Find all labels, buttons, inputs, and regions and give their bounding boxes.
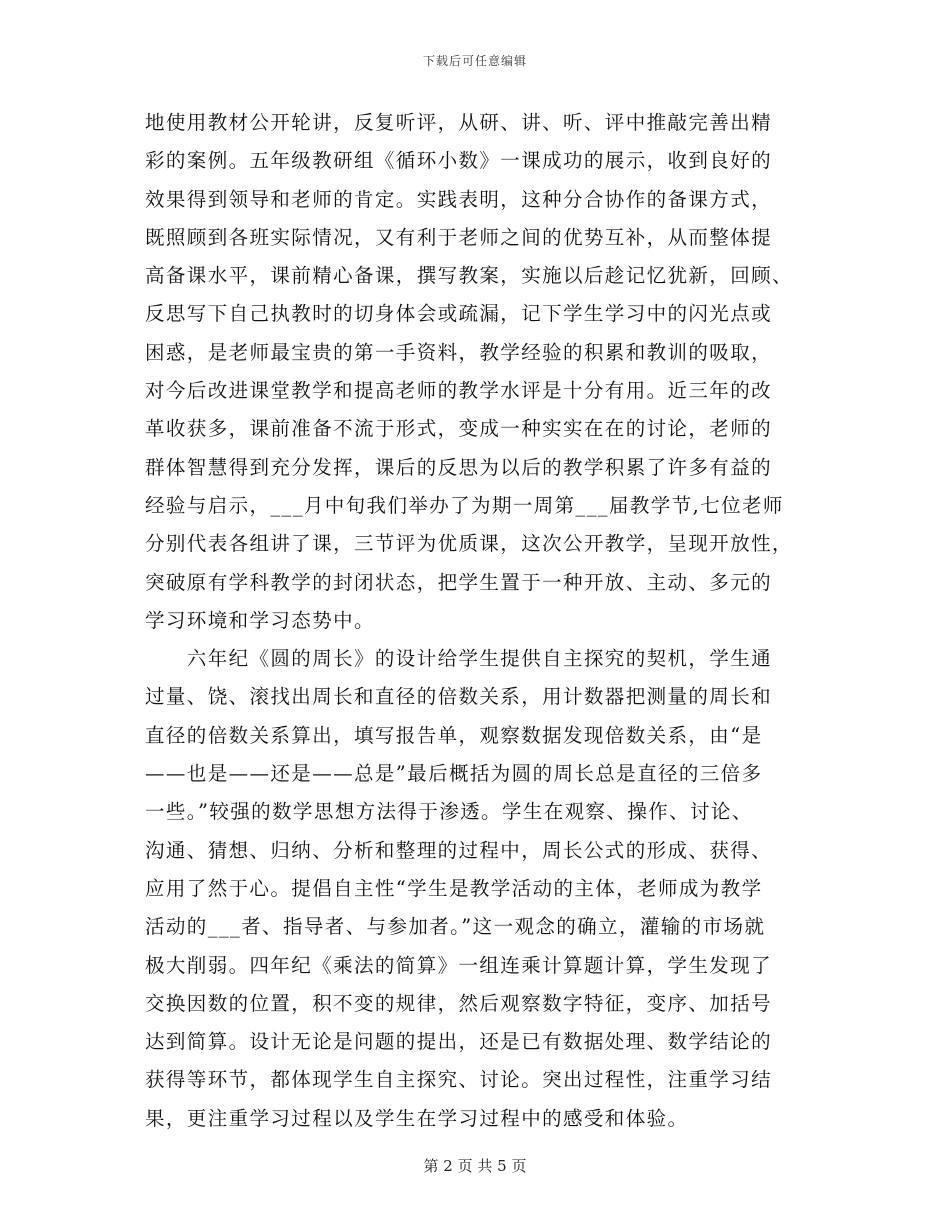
- text-line: 应用了然于心。提倡自主性“学生是教学活动的主体，老师成为教学: [145, 876, 763, 900]
- text-line: 直径的倍数关系算出，填写报告单，观察数据发现倍数关系，由“是: [145, 723, 763, 747]
- text-line: 达到简算。设计无论是问题的提出，还是已有数据处理、数学结论的: [145, 1030, 773, 1054]
- text-line: 效果得到领导和老师的肯定。实践表明，这种分合协作的备课方式，: [145, 187, 773, 211]
- text-line: 经验与启示，___月中旬我们举办了为期一周第___届教学节,七位老师: [145, 493, 784, 517]
- text-line: 果，更注重学习过程以及学生在学习过程中的感受和体验。: [145, 1106, 689, 1130]
- text-line: 极大削弱。四年纪《乘法的简算》一组连乘计算题计算，学生发现了: [145, 953, 773, 977]
- text-line: 获得等环节，都体现学生自主探究、讨论。突出过程性，注重学习结: [145, 1068, 773, 1092]
- text-line: 彩的案例。五年级教研组《循环小数》一课成功的展示，收到良好的: [145, 149, 773, 173]
- text-line: 沟通、猜想、归纳、分析和整理的过程中，周长公式的形成、获得、: [145, 838, 773, 862]
- text-line: 突破原有学科教学的封闭状态，把学生置于一种开放、主动、多元的: [145, 570, 773, 594]
- text-line: 一些。”较强的数学思想方法得于渗透。学生在观察、操作、讨论、: [145, 800, 753, 824]
- text-line: 高备课水平，课前精心备课，撰写教案，实施以后趁记忆犹新，回顾、: [145, 264, 793, 288]
- text-line: 困惑，是老师最宝贵的第一手资料，教学经验的积累和教训的吸取，: [145, 340, 773, 364]
- text-line: 反思写下自己执教时的切身体会或疏漏，记下学生学习中的闪光点或: [145, 302, 773, 326]
- page-header: 下载后可任意编辑: [422, 54, 527, 68]
- page-number: 第 2 页 共 5 页: [423, 1157, 527, 1175]
- document-body: [145, 104, 805, 1138]
- text-line: 六年纪《圆的周长》的设计给学生提供自主探究的契机，学生通: [145, 647, 773, 671]
- text-line: 群体智慧得到充分发挥，课后的反思为以后的教学积累了许多有益的: [145, 455, 773, 479]
- text-line: 对今后改进课堂教学和提高老师的教学水评是十分有用。近三年的改: [145, 379, 773, 403]
- text-line: 分别代表各组讲了课，三节评为优质课，这次公开教学，呈现开放性，: [145, 532, 793, 556]
- text-line: 革收获多，课前准备不流于形式，变成一种实实在在的讨论，老师的: [145, 417, 773, 441]
- text-line: 过量、饶、滚找出周长和直径的倍数关系，用计数器把测量的周长和: [145, 685, 773, 709]
- text-line: 学习环境和学习态势中。: [145, 608, 375, 632]
- text-line: 既照顾到各班实际情况，又有利于老师之间的优势互补，从而整体提: [145, 225, 773, 249]
- text-line: 交换因数的位置，积不变的规律，然后观察数字特征，变序、加括号: [145, 991, 773, 1015]
- text-line: 活动的___者、指导者、与参加者。”这一观念的确立，灌输的市场就: [145, 915, 766, 939]
- text-line: ——也是——还是——总是”最后概括为圆的周长总是直径的三倍多: [145, 762, 763, 786]
- text-line: 地使用教材公开轮讲，反复听评，从研、讲、听、评中推敲完善出精: [145, 111, 773, 134]
